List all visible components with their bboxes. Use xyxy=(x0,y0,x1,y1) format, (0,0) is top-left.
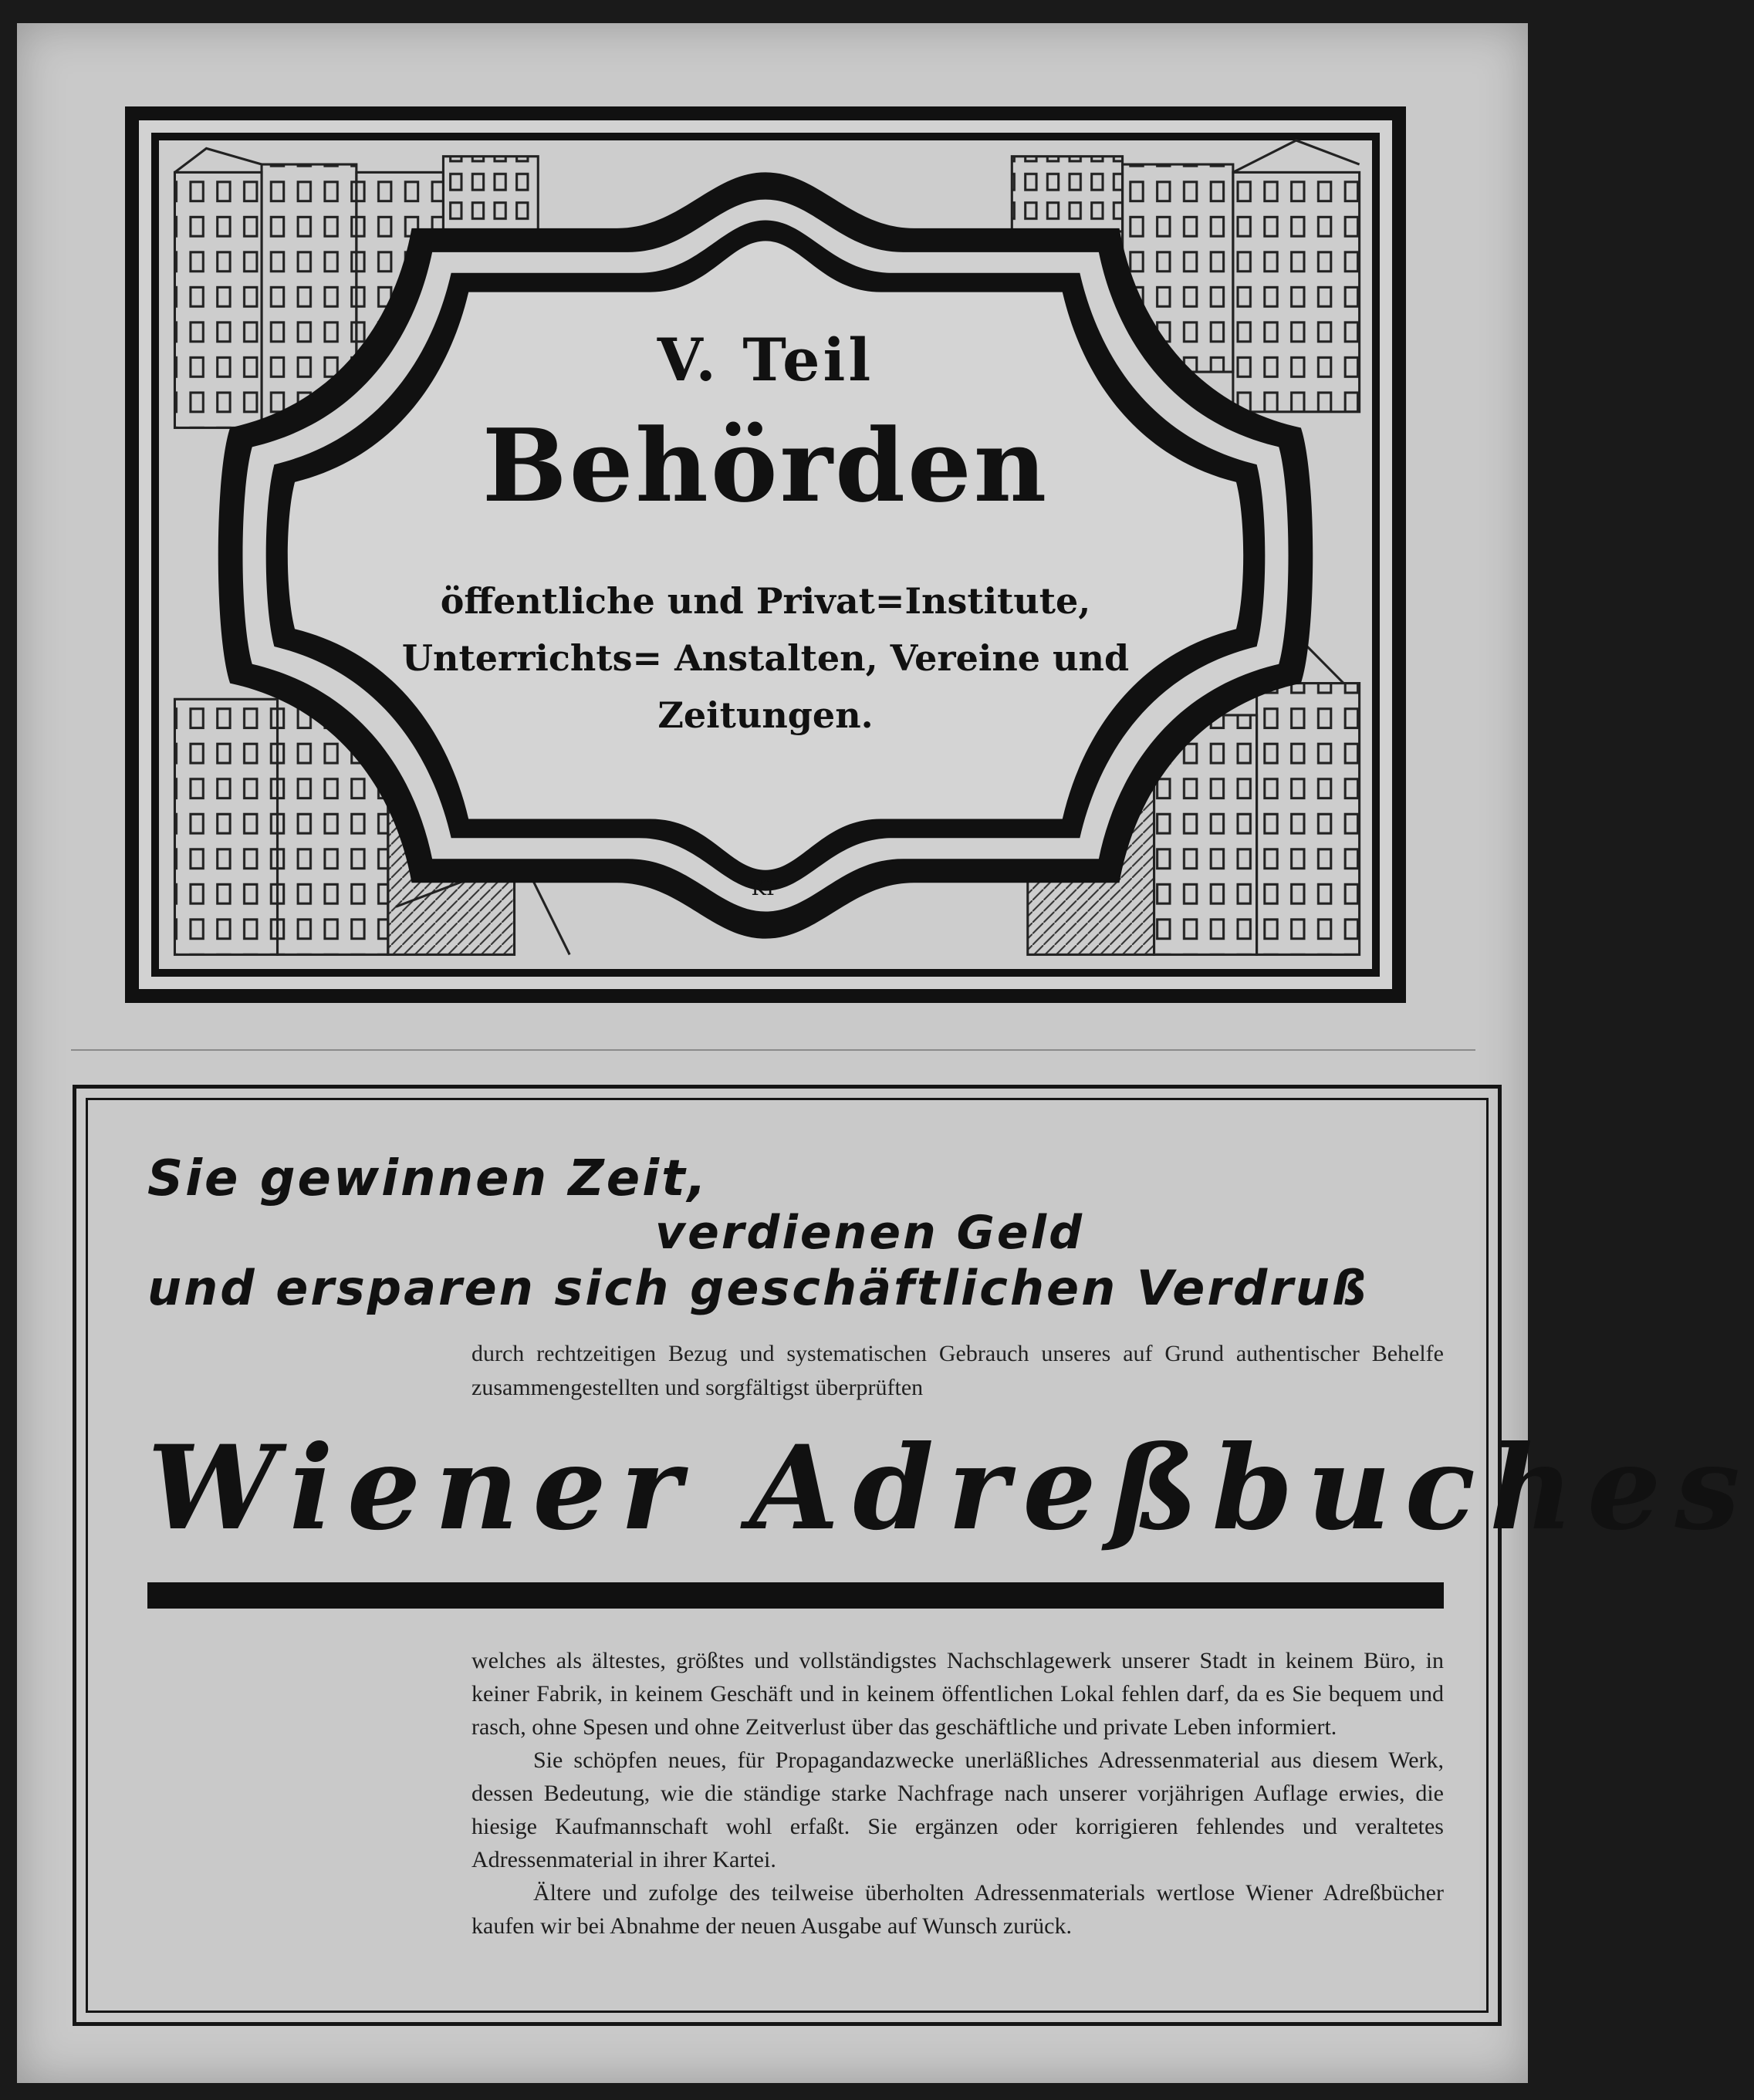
divider-line xyxy=(71,1049,1475,1051)
paragraph: welches als ältestes, größtes und vollständigstes Nachschlagewerk unserer Stadt in keinem Büro, in keiner Fabrik, in keinem Geschäft und in keinem öffentlichen Lokal fehlen darf, da es Sie bequem und rasch, ohne Spesen und ohne Zeitverlust über das geschäftliche und private Leben informiert. xyxy=(471,1648,1444,1740)
city-illustration xyxy=(159,140,1372,969)
artist-monogram: KP xyxy=(751,877,780,900)
paragraph: Sie schöpfen neues, für Propagandazwecke unerläßliches Adressenmaterial aus diesem Werk, dessen Bedeutung, wie die ständige starke Nachfrage nach unserer vorjährigen Auflage erwies, die hiesige Kaufmannschaft wohl erfaßt. Sie ergänzen oder korrigieren fehlendes und veraltetes Adressenmaterial in ihrer Kartei. xyxy=(471,1747,1444,1872)
page-title: Behörden xyxy=(482,407,1049,525)
headline-line-1: Sie gewinnen Zeit, xyxy=(147,1150,709,1207)
headline-line-3: und ersparen sich geschäftlichen Verdruß xyxy=(147,1260,1369,1316)
advertisement xyxy=(73,1085,1754,2026)
illustration-panel xyxy=(151,133,1380,977)
page xyxy=(17,23,1754,2083)
title-frame xyxy=(125,106,1406,1003)
lead-paragraph: durch rechtzeitigen Bezug und systematischen Gebrauch unseres auf Grund authentischer Behelfe zusammengestellten und sorgfältigst überprüften xyxy=(471,1341,1444,1400)
paragraph: Ältere und zufolge des teilweise überholten Adressenmaterials wertlose Wiener Adreßbücher kaufen wir bei Abnahme der neuen Ausgabe auf Wunsch zurück. xyxy=(471,1880,1444,1939)
headline-line-2: verdienen Geld xyxy=(655,1206,1085,1260)
subtitle: öffentliche und Privat=Institute, Unterrichts= Anstalten, Vereine und Zeitungen. xyxy=(401,580,1130,736)
body-text xyxy=(471,1644,1444,1943)
heavy-rule xyxy=(147,1582,1444,1609)
part-heading: V. Teil xyxy=(657,326,874,394)
book-title: Wiener Adreßbuches xyxy=(147,1420,1754,1556)
